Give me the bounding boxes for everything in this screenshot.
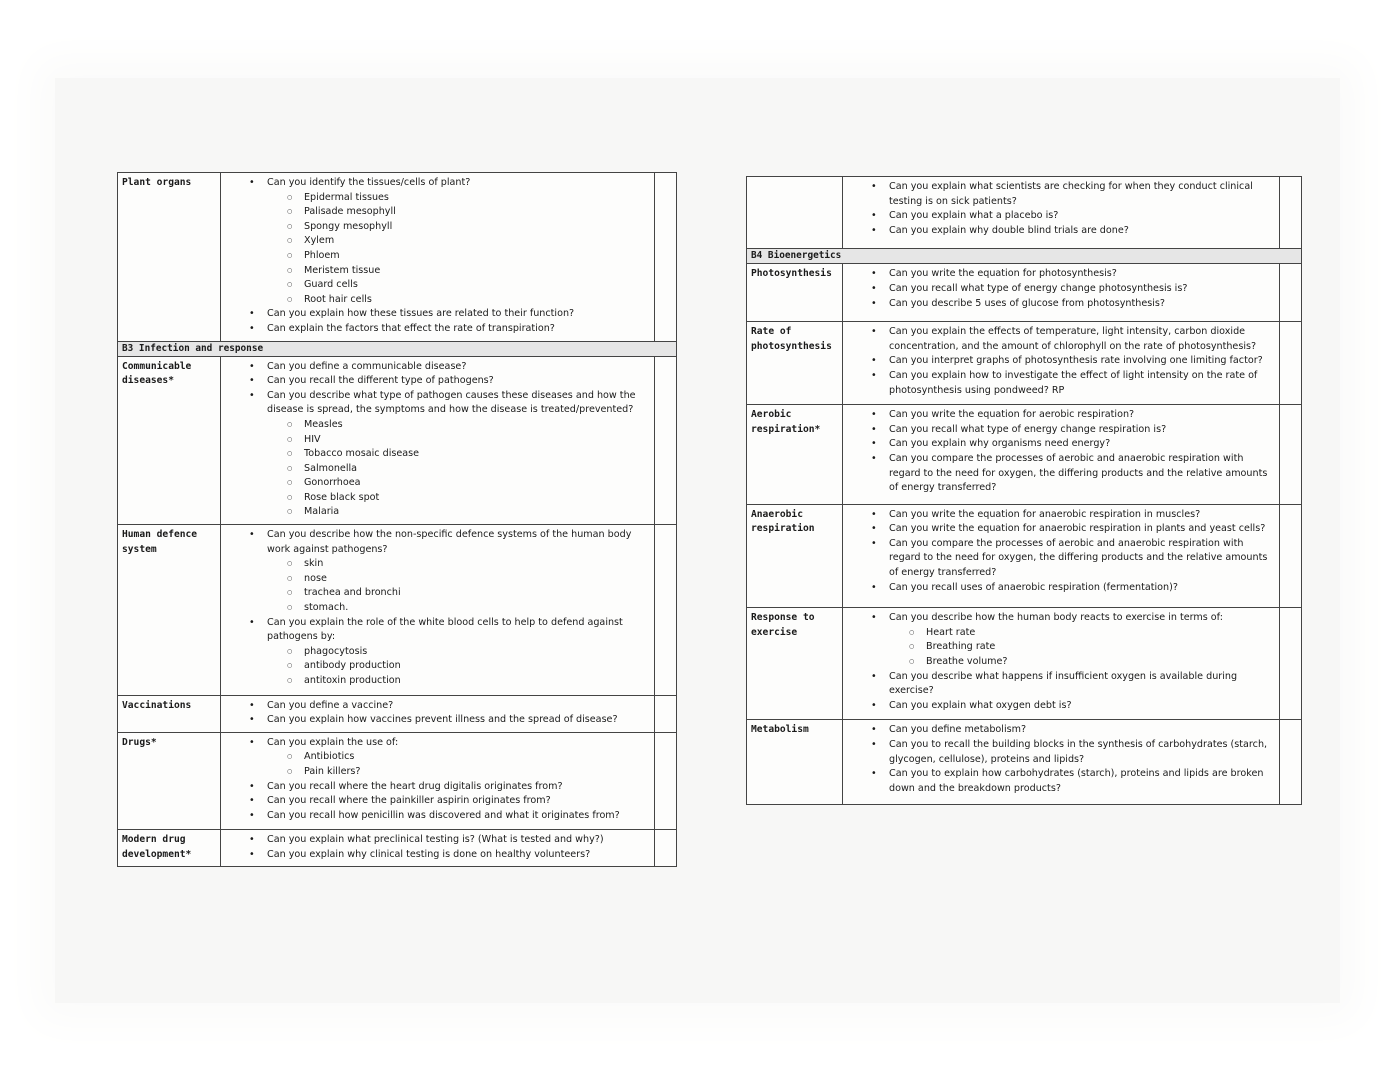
- topic-row: [747, 504, 1302, 608]
- topic-label: Photosynthesis: [747, 264, 843, 322]
- sub-item: ○ Salmonella: [304, 462, 650, 477]
- question-text: Can you interpret graphs of photosynthesis rate involving one limiting factor?: [889, 355, 1263, 367]
- sub-item: ○ Tobacco mosaic disease: [304, 447, 650, 462]
- topic-row: [118, 173, 677, 342]
- sub-item: ○ trachea and bronchi: [304, 586, 650, 601]
- tick-box[interactable]: [1280, 608, 1302, 720]
- tick-box[interactable]: [655, 695, 677, 732]
- section-title: B3 Infection and response: [118, 341, 677, 356]
- topic-label: Anaerobic respiration: [747, 504, 843, 608]
- question-item: [267, 176, 650, 307]
- question-item: [267, 809, 650, 824]
- topic-row: [747, 177, 1302, 249]
- tick-box[interactable]: [1280, 405, 1302, 505]
- question-list: [225, 176, 650, 337]
- question-list: [225, 736, 650, 824]
- question-item: [267, 389, 650, 520]
- sub-item: ○ skin: [304, 557, 650, 572]
- question-list: [847, 408, 1275, 496]
- sub-item-list: [267, 191, 650, 308]
- question-item: [889, 297, 1275, 312]
- topic-row: [747, 720, 1302, 805]
- tick-box[interactable]: [655, 830, 677, 866]
- topic-label: Metabolism: [747, 720, 843, 805]
- question-text: Can you recall the different type of pathogens?: [267, 375, 494, 387]
- question-item: [267, 528, 650, 616]
- question-list-cell: [843, 177, 1280, 249]
- question-text: Can you write the equation for anaerobic respiration in plants and yeast cells?: [889, 523, 1266, 535]
- tick-box[interactable]: [1280, 177, 1302, 249]
- tick-box[interactable]: [655, 173, 677, 342]
- question-text: Can you to explain how carbohydrates (starch), proteins and lipids are broken down and the breakdown products?: [889, 768, 1264, 794]
- question-list: [225, 699, 650, 728]
- question-item: [889, 537, 1275, 581]
- question-text: Can you define a communicable disease?: [267, 360, 467, 372]
- question-text: Can you describe what happens if insufficient oxygen is available during exercise?: [889, 670, 1238, 697]
- question-text: Can you explain how vaccines prevent illness and the spread of disease?: [267, 714, 618, 726]
- question-item: [889, 209, 1275, 224]
- sub-item: ○ Rose black spot: [304, 491, 650, 506]
- sub-item-list: [267, 750, 650, 779]
- topic-label: Communicable diseases*: [118, 356, 221, 525]
- question-item: [267, 616, 650, 689]
- question-item: [889, 522, 1275, 537]
- question-text: Can you write the equation for photosynthesis?: [889, 268, 1117, 280]
- question-text: Can you recall where the painkiller aspirin originates from?: [267, 795, 551, 807]
- sub-item-list: [267, 418, 650, 520]
- question-item: [889, 325, 1275, 354]
- tick-box[interactable]: [1280, 264, 1302, 322]
- question-text: Can you describe how the human body reacts to exercise in terms of:: [889, 612, 1223, 624]
- question-text: Can you recall what type of energy change photosynthesis is?: [889, 282, 1188, 294]
- question-item: [889, 452, 1275, 496]
- question-text: Can you define metabolism?: [889, 724, 1027, 736]
- question-text: Can you recall how penicillin was discovered and what it originates from?: [267, 809, 620, 821]
- revision-list-table-right: [746, 176, 1302, 805]
- question-text: Can you recall where the heart drug digitalis originates from?: [267, 780, 563, 792]
- question-text: Can you explain how these tissues are related to their function?: [267, 308, 575, 320]
- question-list: [847, 325, 1275, 398]
- question-list-cell: [843, 504, 1280, 608]
- question-text: Can you identify the tissues/cells of plant?: [267, 177, 471, 188]
- topic-label: Plant organs: [118, 173, 221, 342]
- question-list-cell: [843, 264, 1280, 322]
- question-text: Can you explain why clinical testing is done on healthy volunteers?: [267, 848, 591, 860]
- question-list: [225, 833, 650, 862]
- question-list-cell: [221, 173, 655, 342]
- sub-item: ○ Xylem: [304, 234, 650, 249]
- question-list-cell: [843, 720, 1280, 805]
- question-item: [889, 423, 1275, 438]
- topic-row: [118, 830, 677, 866]
- tick-box[interactable]: [1280, 322, 1302, 405]
- question-text: Can you explain how to investigate the effect of light intensity on the rate of photosynthesis using pondweed? RP: [889, 369, 1258, 396]
- question-text: Can explain the factors that effect the rate of transpiration?: [267, 322, 555, 334]
- sub-item: ○ HIV: [304, 433, 650, 448]
- question-list: [225, 360, 650, 521]
- question-text: Can you recall uses of anaerobic respiration (fermentation)?: [889, 581, 1178, 593]
- topic-label: Response to exercise: [747, 608, 843, 720]
- question-text: Can you recall what type of energy change respiration is?: [889, 423, 1167, 435]
- question-text: Can you explain what oxygen debt is?: [889, 699, 1072, 711]
- section-header-row: [747, 249, 1302, 264]
- question-list-cell: [221, 830, 655, 866]
- question-list: [847, 267, 1275, 311]
- topic-row: [118, 732, 677, 830]
- topic-row: [118, 695, 677, 732]
- question-item: [267, 848, 650, 863]
- tick-box[interactable]: [655, 732, 677, 830]
- sub-item: ○ Gonorrhoea: [304, 476, 650, 491]
- sub-item: ○ Guard cells: [304, 278, 650, 293]
- question-item: [889, 723, 1275, 738]
- question-item: [889, 180, 1275, 209]
- question-list-cell: [221, 732, 655, 830]
- question-text: Can you explain what preclinical testing is? (What is tested and why?): [267, 834, 604, 846]
- left-page: [117, 172, 677, 867]
- question-item: [889, 508, 1275, 523]
- topic-label: Drugs*: [118, 732, 221, 830]
- sub-item-list: [267, 645, 650, 689]
- sub-item: ○ Root hair cells: [304, 293, 650, 308]
- question-item: [267, 322, 650, 337]
- sub-item: ○ Heart rate: [926, 626, 1275, 641]
- topic-row: [747, 264, 1302, 322]
- question-text: Can you describe what type of pathogen causes these diseases and how the disease is spread, the symptoms and how the disease is treated/prevented?: [267, 389, 636, 416]
- question-item: [267, 307, 650, 322]
- section-header-row: [118, 341, 677, 356]
- question-list-cell: [221, 695, 655, 732]
- sub-item: ○ Palisade mesophyll: [304, 205, 650, 220]
- question-item: [889, 369, 1275, 398]
- question-item: [267, 360, 650, 375]
- topic-label: Modern drug development*: [118, 830, 221, 866]
- question-item: [267, 713, 650, 728]
- question-list-cell: [843, 405, 1280, 505]
- topic-label: [747, 177, 843, 249]
- revision-list-table-left: [117, 172, 677, 867]
- question-item: [889, 354, 1275, 369]
- question-item: [889, 282, 1275, 297]
- question-item: [889, 408, 1275, 423]
- tick-box[interactable]: [655, 356, 677, 525]
- question-item: [267, 736, 650, 780]
- sub-item: ○ Measles: [304, 418, 650, 433]
- section-title: B4 Bioenergetics: [747, 249, 1302, 264]
- sub-item: ○ Breathing rate: [926, 640, 1275, 655]
- topic-row: [747, 405, 1302, 505]
- sub-item: ○ Pain killers?: [304, 765, 650, 780]
- sub-item: ○ antibody production: [304, 659, 650, 674]
- question-item: [889, 437, 1275, 452]
- question-text: Can you compare the processes of aerobic and anaerobic respiration with regard to the need for oxygen, the differing products and the relative amounts of energy transferred?: [889, 537, 1268, 579]
- question-list: [225, 528, 650, 689]
- question-list-cell: [221, 525, 655, 696]
- sub-item: ○ antitoxin production: [304, 674, 650, 689]
- question-text: Can you describe 5 uses of glucose from photosynthesis?: [889, 297, 1166, 309]
- question-text: Can you compare the processes of aerobic and anaerobic respiration with regard to the need for oxygen, the differing products and the relative amounts of energy transferred?: [889, 452, 1268, 494]
- question-list-cell: [843, 322, 1280, 405]
- sub-item: ○ nose: [304, 572, 650, 587]
- topic-label: Vaccinations: [118, 695, 221, 732]
- question-text: Can you explain the effects of temperature, light intensity, carbon dioxide concentration, and the amount of chlorophyll on the rate of photosynthesis?: [889, 326, 1257, 352]
- question-item: [889, 224, 1275, 239]
- question-text: Can you explain what scientists are checking for when they conduct clinical testing is on sick patients?: [889, 181, 1253, 207]
- sub-item-list: [889, 626, 1275, 670]
- question-text: Can you explain the use of:: [267, 736, 399, 748]
- right-page: [746, 176, 1302, 805]
- question-item: [267, 780, 650, 795]
- question-list-cell: [221, 356, 655, 525]
- sub-item: ○ Antibiotics: [304, 750, 650, 765]
- question-text: Can you write the equation for anaerobic respiration in muscles?: [889, 508, 1201, 520]
- tick-box[interactable]: [1280, 504, 1302, 608]
- topic-label: Rate of photosynthesis: [747, 322, 843, 405]
- sub-item: ○ Epidermal tissues: [304, 191, 650, 206]
- sub-item-list: [267, 557, 650, 615]
- sub-item: ○ Malaria: [304, 505, 650, 520]
- topic-row: [747, 322, 1302, 405]
- sub-item: ○ stomach.: [304, 601, 650, 616]
- question-text: Can you explain why double blind trials are done?: [889, 224, 1129, 236]
- question-item: [267, 699, 650, 714]
- question-item: [889, 611, 1275, 669]
- question-list: [847, 611, 1275, 713]
- topic-label: Aerobic respiration*: [747, 405, 843, 505]
- question-text: Can you define a vaccine?: [267, 699, 394, 711]
- sub-item: ○ Meristem tissue: [304, 264, 650, 279]
- tick-box[interactable]: [1280, 720, 1302, 805]
- question-item: [889, 767, 1275, 796]
- question-text: Can you write the equation for aerobic respiration?: [889, 409, 1135, 421]
- question-text: Can you describe how the non-specific defence systems of the human body work against pathogens?: [267, 529, 632, 555]
- topic-label: Human defence system: [118, 525, 221, 696]
- question-item: [267, 794, 650, 809]
- question-item: [267, 833, 650, 848]
- question-text: Can you to recall the building blocks in the synthesis of carbohydrates (starch, glycogen, cellulose), proteins and lipids?: [889, 739, 1268, 765]
- topic-row: [118, 525, 677, 696]
- question-list-cell: [843, 608, 1280, 720]
- question-list: [847, 723, 1275, 796]
- question-item: [889, 699, 1275, 714]
- question-text: Can you explain why organisms need energy?: [889, 438, 1111, 450]
- topic-row: [118, 356, 677, 525]
- question-list: [847, 508, 1275, 596]
- question-text: Can you explain what a placebo is?: [889, 210, 1059, 222]
- question-item: [889, 267, 1275, 282]
- question-list: [847, 180, 1275, 238]
- question-text: Can you explain the role of the white blood cells to help to defend against pathogens by:: [267, 616, 623, 643]
- question-item: [889, 581, 1275, 596]
- question-item: [267, 374, 650, 389]
- question-item: [889, 670, 1275, 699]
- tick-box[interactable]: [655, 525, 677, 696]
- sub-item: ○ Spongy mesophyll: [304, 220, 650, 235]
- sub-item: ○ Phloem: [304, 249, 650, 264]
- topic-row: [747, 608, 1302, 720]
- sub-item: ○ phagocytosis: [304, 645, 650, 660]
- sub-item: ○ Breathe volume?: [926, 655, 1275, 670]
- question-item: [889, 738, 1275, 767]
